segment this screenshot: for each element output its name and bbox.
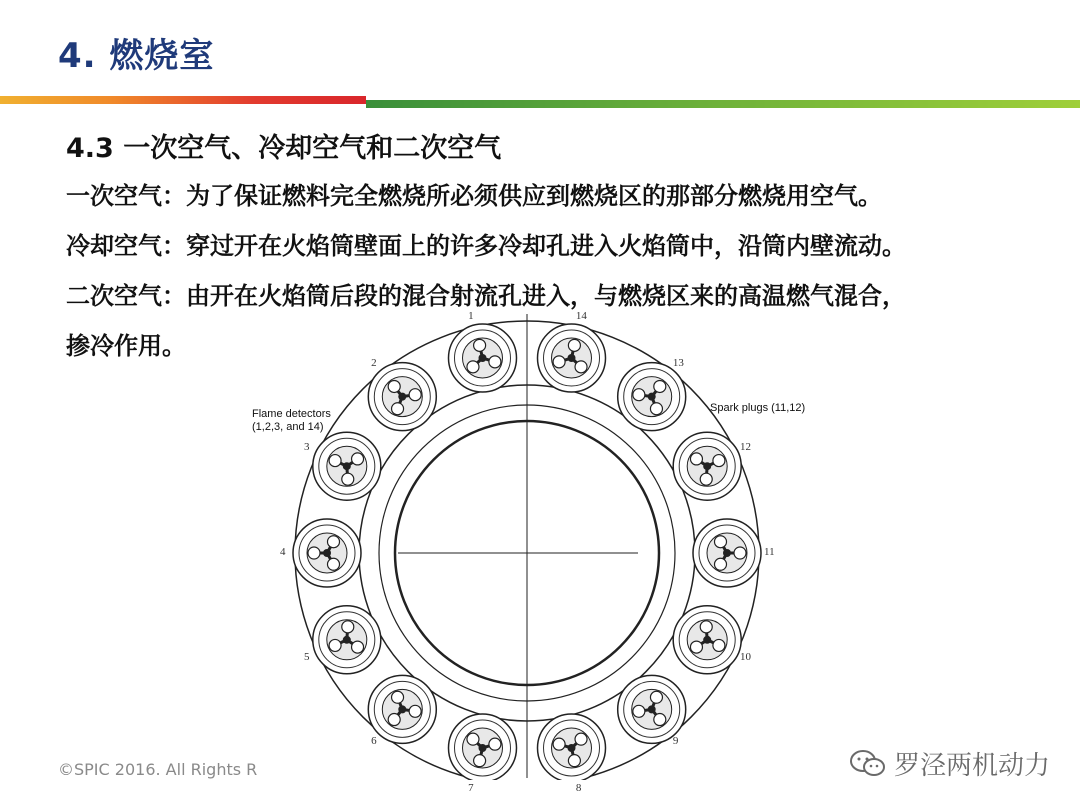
combustion-chamber: [673, 432, 741, 500]
wechat-icon: [850, 749, 886, 779]
flame-detectors-ids: (1,2,3, and 14): [252, 421, 324, 433]
watermark: [850, 745, 1050, 782]
combustor-diagram: [240, 310, 820, 780]
chamber-number-label: 14: [575, 310, 587, 323]
flame-detectors-label: Flame detectors: [252, 408, 331, 420]
combustion-chamber: [618, 363, 686, 431]
chamber-number-label: 10: [740, 650, 752, 663]
text-line-secondary-air: 二次空气：由开在火焰筒后段的混合射流孔进入，与燃烧区来的高温燃气混合，: [66, 282, 906, 310]
combustion-chamber: [368, 363, 436, 431]
combustion-chamber: [368, 675, 436, 743]
text-line-continuation: 掺冷作用。: [66, 332, 186, 360]
chamber-number-label: 1: [468, 310, 474, 323]
combustion-chamber: [313, 432, 381, 500]
combustion-chamber: [293, 519, 361, 587]
chamber-number-label: 8: [575, 781, 582, 794]
chamber-number-label: 11: [764, 546, 775, 558]
combustion-chamber: [538, 324, 606, 392]
accent-bar-green: [366, 100, 1080, 108]
chamber-number-label: 9: [672, 735, 679, 748]
combustion-chamber: [693, 519, 761, 587]
combustion-chamber: [313, 606, 381, 674]
chamber-number-label: 5: [303, 650, 310, 663]
watermark-text: 罗泾两机动力: [894, 751, 1051, 781]
combustion-chamber: [448, 324, 516, 392]
chamber-number-label: 4: [280, 546, 286, 558]
combustion-chamber: [538, 714, 606, 780]
chamber-number-label: 7: [468, 781, 474, 794]
accent-bar-red: [0, 96, 366, 104]
combustion-chamber: [448, 714, 516, 780]
spark-plugs-label: Spark plugs (11,12): [710, 402, 806, 414]
combustion-chamber: [673, 606, 741, 674]
chamber-number-label: 12: [740, 441, 752, 453]
chamber-number-label: 13: [672, 356, 684, 369]
chamber-number-label: 6: [371, 735, 377, 748]
section-heading: 4.3 一次空气、冷却空气和二次空气: [66, 133, 502, 164]
page-title: 4. 燃烧室: [58, 36, 215, 76]
copyright-text: ©SPIC 2016. All Rights R: [58, 760, 258, 779]
combustion-chamber: [618, 675, 686, 743]
chamber-number-label: 3: [303, 441, 310, 453]
text-line-primary-air: 一次空气：为了保证燃料完全燃烧所必须供应到燃烧区的那部分燃烧用空气。: [66, 182, 882, 210]
text-line-cooling-air: 冷却空气：穿过开在火焰筒壁面上的许多冷却孔进入火焰筒中，沿筒内壁流动。: [66, 232, 906, 260]
chamber-number-label: 2: [371, 356, 377, 369]
